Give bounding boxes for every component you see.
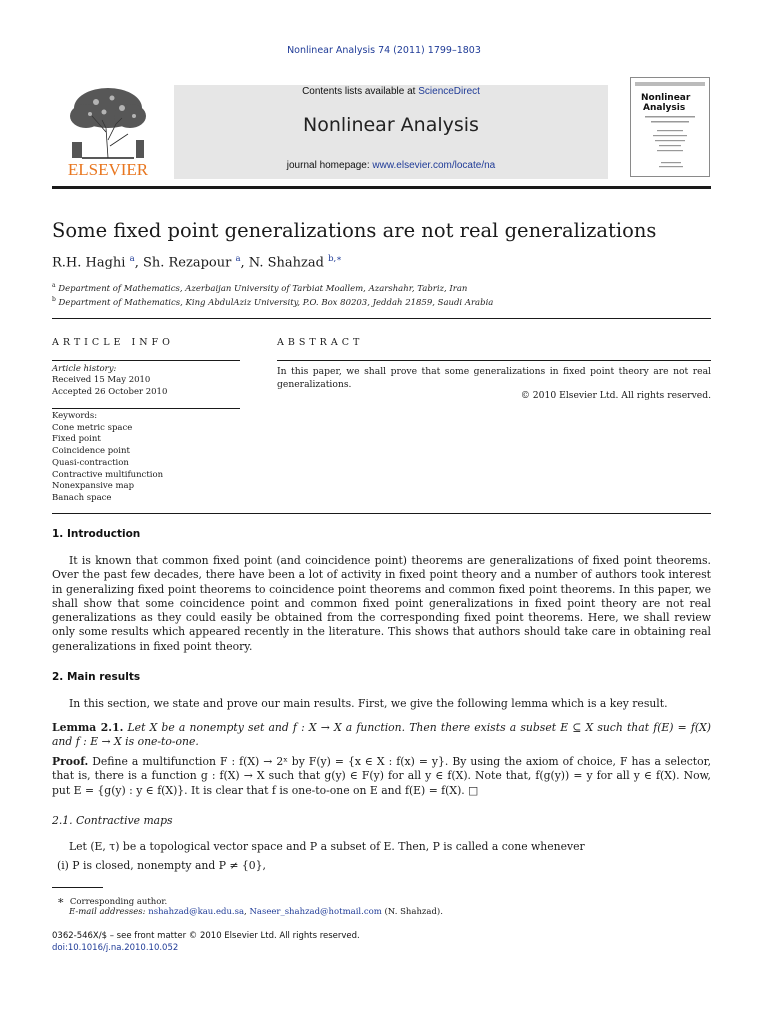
affiliation-mark: b <box>52 296 56 303</box>
section-2-heading: 2. Main results <box>52 671 141 683</box>
journal-cover-thumbnail <box>630 77 710 177</box>
section-2-intro <box>52 697 711 711</box>
received-date: Received 15 May 2010 <box>52 375 151 385</box>
author-affiliation-link[interactable]: a <box>235 254 241 264</box>
abstract-text: In this paper, we shall prove that some generalizations in fixed point theory are not real generalizations. <box>277 366 711 390</box>
sciencedirect-link[interactable]: ScienceDirect <box>418 86 480 97</box>
keywords-rule <box>52 408 240 409</box>
author-name: Sh. Rezapour <box>142 255 232 271</box>
email-addresses <box>69 907 443 917</box>
affiliation-mark: a <box>52 282 56 289</box>
contents-line <box>174 86 608 97</box>
doi-link[interactable]: doi:10.1016/j.na.2010.10.052 <box>52 943 179 953</box>
footnote-mark: ∗ <box>57 894 65 907</box>
issn-line: 0362-546X/$ – see front matter © 2010 Elsevier Ltd. All rights reserved. <box>52 931 360 941</box>
article-title: Some fixed point generalizations are not real generalizations <box>52 219 657 242</box>
abstract-rule <box>277 360 711 361</box>
lemma-label: Lemma 2.1. <box>52 721 124 734</box>
keyword: Cone metric space <box>52 422 133 433</box>
author-name: N. Shahzad <box>248 255 324 271</box>
homepage-prefix: journal homepage: <box>286 160 373 171</box>
email-link[interactable]: Naseer_shahzad@hotmail.com <box>249 907 382 917</box>
title-rule <box>52 318 711 319</box>
keyword: Quasi-contraction <box>52 457 129 468</box>
keyword: Contractive multifunction <box>52 469 164 480</box>
email-owner: (N. Shahzad). <box>381 907 443 917</box>
author-affiliation-link[interactable]: b,∗ <box>328 254 342 264</box>
homepage-line <box>174 160 608 171</box>
email-link[interactable]: nshahzad@kau.edu.sa <box>148 907 245 917</box>
corresponding-author-note <box>57 894 167 907</box>
header-rule <box>52 186 711 189</box>
keywords-block <box>52 411 163 505</box>
keyword: Coincidence point <box>52 446 130 457</box>
affiliation-b <box>52 296 493 308</box>
cone-definition-text: Let (E, τ) be a topological vector space and P a subset of E. Then, P is called a cone whenever <box>69 840 585 853</box>
keyword: Fixed point <box>52 434 101 445</box>
corresponding-author-text: Corresponding author. <box>69 897 168 907</box>
article-history <box>52 364 167 398</box>
section-2-intro-text: In this section, we state and prove our main results. First, we give the following lemma which is a key result. <box>69 697 668 710</box>
proof-text: Define a multifunction F : f(X) → 2ˣ by F(y) = {x ∈ X : f(x) = y}. By using the axiom of choice, F has a selector, that is, there is a function g : f(X) → X such that g(y) ∈ F(y) for all y ∈ f(X). Note that, f(g(y)) = y for all y ∈ f(X). Now, put E = {g(y) : y ∈ f(X)}. It is clear that f is one-to-one on E and f(E) = f(X). □ <box>52 755 711 797</box>
abstract-bottom-rule <box>52 513 711 514</box>
elsevier-logo <box>52 80 164 178</box>
contents-prefix: Contents lists available at <box>302 86 419 97</box>
homepage-link[interactable]: www.elsevier.com/locate/na <box>372 160 496 171</box>
keyword: Banach space <box>52 492 112 503</box>
abstract-copyright: © 2010 Elsevier Ltd. All rights reserved. <box>520 390 711 401</box>
affiliation-text: Department of Mathematics, Azerbaijan University of Tarbiat Moallem, Azarshahr, Tabriz, Iran <box>58 283 468 294</box>
email-label: E-mail addresses: <box>69 907 149 917</box>
proof-label: Proof. <box>52 755 89 768</box>
publisher-name: ELSEVIER <box>67 160 149 178</box>
cover-title-1: Nonlinear <box>641 93 691 103</box>
cone-definition <box>52 840 711 854</box>
history-label: Article history: <box>52 364 117 374</box>
email-separator: , <box>244 907 250 917</box>
affiliation-text: Department of Mathematics, King AbdulAziz University, P.O. Box 80203, Jeddah 21859, Saudi Arabia <box>58 297 494 308</box>
cone-condition-i: (i) P is closed, nonempty and P ≠ {0}, <box>57 859 266 872</box>
affiliation-a <box>52 282 467 294</box>
elsevier-tree-icon <box>52 80 164 178</box>
section-1-heading: 1. Introduction <box>52 528 141 540</box>
journal-banner <box>174 85 608 179</box>
journal-citation[interactable]: Nonlinear Analysis 74 (2011) 1799–1803 <box>287 45 481 56</box>
article-info-rule <box>52 360 240 361</box>
author-list: R.H. Haghi $^a$, Sh. Rezapour $^a$, N. Shahzad $^{b,∗}$ <box>52 254 342 271</box>
cover-image <box>631 78 709 176</box>
journal-title: Nonlinear Analysis <box>303 114 479 136</box>
keyword: Nonexpansive map <box>52 481 135 492</box>
lemma-statement: Let X be a nonempty set and f : X → X a function. Then there exists a subset E ⊆ X such that f(E) = f(X) and f : E → X is one-to-one. <box>52 721 711 749</box>
author-name: R.H. Haghi <box>52 255 126 271</box>
author-affiliation-link[interactable]: a <box>129 254 135 264</box>
accepted-date: Accepted 26 October 2010 <box>52 387 168 397</box>
article-info-heading: ARTICLE INFO <box>52 337 174 348</box>
introduction-paragraph <box>52 554 711 654</box>
subsection-2-1-heading: 2.1. Contractive maps <box>52 814 173 827</box>
introduction-text: It is known that common fixed point (and coincidence point) theorems are generalizations of fixed point theorems. Over the past few decades, there have been a lot of activity in fixed point theory and a number of authors took interest in generalizing fixed point theorems to coincidence point theorems and common fixed point theorems. In this paper, we shall show that some coincidence point and common fixed point generalizations in fixed point theory are not real generalizations as they could easily be obtained from the corresponding fixed point theorems. Here, we shall review only some results which appeared recently in the literature. This shows that authors should take care in obtaining real generalizations in fixed point theory. <box>52 554 711 653</box>
abstract-heading: ABSTRACT <box>277 337 364 348</box>
proof-block <box>52 755 711 798</box>
lemma-2-1 <box>52 721 711 750</box>
footnote-rule <box>52 887 103 888</box>
keywords-label: Keywords: <box>52 411 98 421</box>
cover-title-2: Analysis <box>643 103 686 113</box>
